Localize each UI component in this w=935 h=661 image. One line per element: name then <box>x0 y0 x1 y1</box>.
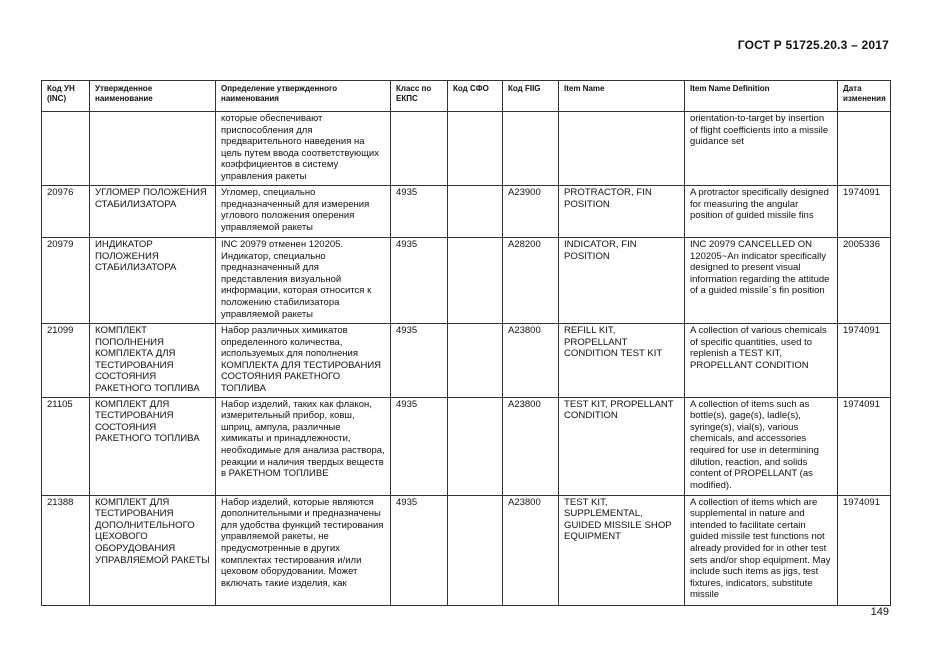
cell-sfo <box>448 186 503 238</box>
cell-name <box>90 112 216 186</box>
cell-item-definition: orientation-to-target by insertion of flight coefficients into a missile guidance set <box>685 112 838 186</box>
cell-item-definition: INC 20979 CANCELLED ON 120205~An indicator specifically designed to present visual information regarding the attitude of a guided missile`s fin position <box>685 238 838 324</box>
cell-date: 1974091 <box>838 495 891 605</box>
cell-definition: Набор изделий, таких как флакон, измерительный прибор, ковш, шприц, ампула, различные химикаты и принадлежности, необходимые для анализа раствора, реакции и наличия твердых веществ в РАКЕТНОМ ТОПЛИВЕ <box>216 397 391 495</box>
cell-class: 4935 <box>391 397 448 495</box>
cell-item-name: TEST KIT, PROPELLANT CONDITION <box>559 397 685 495</box>
cell-item-name <box>559 112 685 186</box>
cell-definition: которые обеспечивают приспособления для предварительного наведения на цель путем ввода соответствующих коэффициентов в систему управления ракеты <box>216 112 391 186</box>
cell-definition: INC 20979 отменен 120205. Индикатор, специально предназначенный для представления визуальной информации, которая относится к положению стабилизатора управляемой ракеты <box>216 238 391 324</box>
cell-item-name: REFILL KIT, PROPELLANT CONDITION TEST KIT <box>559 324 685 398</box>
cell-item-name: INDICATOR, FIN POSITION <box>559 238 685 324</box>
cell-item-definition: A collection of various chemicals of specific quantities, used to replenish a TEST KIT, PROPELLANT CONDITION <box>685 324 838 398</box>
table-row <box>42 397 891 495</box>
col-header-class: Класс по ЕКПС <box>391 81 448 112</box>
cell-fiig: A28200 <box>503 238 559 324</box>
cell-item-definition: A protractor specifically designed for measuring the angular position of guided missile fins <box>685 186 838 238</box>
col-header-approved-name: Утвержденное наименование <box>90 81 216 112</box>
cell-definition: Набор различных химикатов определенного количества, используемых для пополнения КОМПЛЕКТА ДЛЯ ТЕСТИРОВАНИЯ СОСТОЯНИЯ РАКЕТНОГО ТОПЛИВА <box>216 324 391 398</box>
cell-sfo <box>448 238 503 324</box>
table-header-row <box>42 81 891 112</box>
cell-sfo <box>448 324 503 398</box>
cell-date: 1974091 <box>838 186 891 238</box>
document-code: ГОСТ Р 51725.20.3 – 2017 <box>737 38 889 52</box>
cell-class <box>391 112 448 186</box>
cell-inc <box>42 112 90 186</box>
cell-date: 1974091 <box>838 324 891 398</box>
col-header-fiig: Код FIIG <box>503 81 559 112</box>
catalog-table <box>41 80 891 606</box>
col-header-definition: Определение утвержденного наименования <box>216 81 391 112</box>
cell-date: 1974091 <box>838 397 891 495</box>
cell-inc: 21388 <box>42 495 90 605</box>
col-header-date: Дата изменения <box>838 81 891 112</box>
cell-fiig: A23800 <box>503 397 559 495</box>
cell-sfo <box>448 112 503 186</box>
cell-definition: Набор изделий, которые являются дополнительными и предназначены для удобства функций тестирования управляемой ракеты, не предусмотренные в других комплектах тестирования и/или цеховом оборудовании. Может включать такие изделия, как <box>216 495 391 605</box>
cell-fiig: A23800 <box>503 324 559 398</box>
cell-class: 4935 <box>391 324 448 398</box>
table-row <box>42 495 891 605</box>
cell-item-definition: A collection of items such as bottle(s), gage(s), ladle(s), syringe(s), vial(s), various chemicals, and accessories required for use in determining dilution, reaction, and solids content of PROPELLANT (as modified). <box>685 397 838 495</box>
cell-name: УГЛОМЕР ПОЛОЖЕНИЯ СТАБИЛИЗАТОРА <box>90 186 216 238</box>
cell-fiig: A23800 <box>503 495 559 605</box>
cell-fiig <box>503 112 559 186</box>
cell-class: 4935 <box>391 238 448 324</box>
cell-class: 4935 <box>391 186 448 238</box>
cell-class: 4935 <box>391 495 448 605</box>
cell-fiig: A23900 <box>503 186 559 238</box>
table-row <box>42 238 891 324</box>
col-header-item-definition: Item Name Definition <box>685 81 838 112</box>
cell-name: ИНДИКАТОР ПОЛОЖЕНИЯ СТАБИЛИЗАТОРА <box>90 238 216 324</box>
cell-item-definition: A collection of items which are supplemental in nature and intended to facilitate certain guided missile test functions not already provided for in other test sets and/or shop equipment. May include such items as jigs, test fixtures, indicators, substitute missile <box>685 495 838 605</box>
cell-inc: 20976 <box>42 186 90 238</box>
table-row <box>42 112 891 186</box>
cell-inc: 21105 <box>42 397 90 495</box>
table-row <box>42 324 891 398</box>
cell-definition: Угломер, специально предназначенный для измерения углового положения оперения управляемой ракеты <box>216 186 391 238</box>
cell-inc: 20979 <box>42 238 90 324</box>
cell-name: КОМПЛЕКТ ДЛЯ ТЕСТИРОВАНИЯ ДОПОЛНИТЕЛЬНОГО ЦЕХОВОГО ОБОРУДОВАНИЯ УПРАВЛЯЕМОЙ РАКЕТЫ <box>90 495 216 605</box>
cell-date: 2005336 <box>838 238 891 324</box>
cell-item-name: TEST KIT, SUPPLEMENTAL, GUIDED MISSILE SHOP EQUIPMENT <box>559 495 685 605</box>
page-number: 149 <box>870 606 889 618</box>
col-header-item-name: Item Name <box>559 81 685 112</box>
col-header-inc: Код УН (INC) <box>42 81 90 112</box>
cell-date <box>838 112 891 186</box>
table-row <box>42 186 891 238</box>
cell-name: КОМПЛЕКТ ДЛЯ ТЕСТИРОВАНИЯ СОСТОЯНИЯ РАКЕТНОГО ТОПЛИВА <box>90 397 216 495</box>
cell-sfo <box>448 495 503 605</box>
col-header-sfo: Код СФО <box>448 81 503 112</box>
cell-item-name: PROTRACTOR, FIN POSITION <box>559 186 685 238</box>
cell-inc: 21099 <box>42 324 90 398</box>
cell-name: КОМПЛЕКТ ПОПОЛНЕНИЯ КОМПЛЕКТА ДЛЯ ТЕСТИРОВАНИЯ СОСТОЯНИЯ РАКЕТНОГО ТОПЛИВА <box>90 324 216 398</box>
cell-sfo <box>448 397 503 495</box>
